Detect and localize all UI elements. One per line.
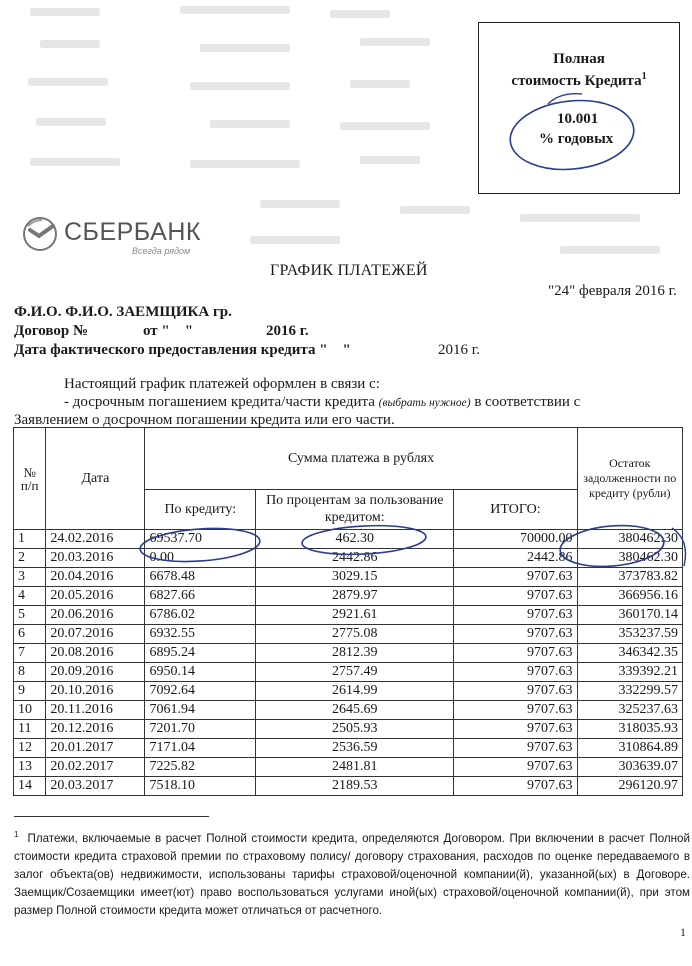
table-row: [14, 606, 683, 625]
row-number: 3: [14, 568, 46, 587]
sberbank-emblem-icon: [22, 216, 58, 252]
table-row: [14, 682, 683, 701]
full-cost-box: [478, 22, 680, 194]
row-date: 20.02.2017: [46, 758, 145, 777]
row-balance: 339392.21: [577, 663, 682, 682]
table-row: [14, 549, 683, 568]
row-number: 7: [14, 644, 46, 663]
row-interest: 2536.59: [256, 739, 454, 758]
row-date: 24.02.2016: [46, 530, 145, 549]
table-row: [14, 739, 683, 758]
table-row: [14, 644, 683, 663]
row-interest: 3029.15: [256, 568, 454, 587]
row-total: 9707.63: [454, 739, 577, 758]
row-balance: 296120.97: [577, 777, 682, 796]
table-row: [14, 663, 683, 682]
footnote-rule: [14, 816, 209, 817]
row-date: 20.03.2017: [46, 777, 145, 796]
document-date: "24" февраля 2016 г.: [548, 283, 677, 299]
row-date: 20.09.2016: [46, 663, 145, 682]
row-interest: 2879.97: [256, 587, 454, 606]
row-balance: 380462.30: [577, 530, 682, 549]
contract-date-label: от " ": [143, 323, 194, 339]
row-interest: 2645.69: [256, 701, 454, 720]
row-credit: 7171.04: [145, 739, 256, 758]
row-interest: 2505.93: [256, 720, 454, 739]
row-interest: 2757.49: [256, 663, 454, 682]
header-number: № п/п: [14, 428, 46, 530]
row-credit: 7201.70: [145, 720, 256, 739]
row-credit: 7225.82: [145, 758, 256, 777]
payment-schedule-table: [13, 427, 683, 796]
row-total: 9707.63: [454, 663, 577, 682]
row-number: 5: [14, 606, 46, 625]
row-credit: 6678.48: [145, 568, 256, 587]
row-credit: 6950.14: [145, 663, 256, 682]
row-date: 20.06.2016: [46, 606, 145, 625]
borrower-name: Ф.И.О. Ф.И.О. ЗАЕМЩИКА гр.: [14, 304, 232, 320]
row-total: 9707.63: [454, 777, 577, 796]
row-balance: 303639.07: [577, 758, 682, 777]
row-number: 4: [14, 587, 46, 606]
intro-line-3: Заявлением о досрочном погашении кредита или его части.: [14, 412, 395, 428]
row-credit: 6786.02: [145, 606, 256, 625]
contract-year: 2016 г.: [266, 323, 309, 339]
row-date: 20.01.2017: [46, 739, 145, 758]
row-total: 9707.63: [454, 701, 577, 720]
intro-line-1: Настоящий график платежей оформлен в связи с:: [64, 376, 380, 392]
logo-slogan: Всегда рядом: [132, 246, 191, 256]
row-credit: 69537.70: [145, 530, 256, 549]
sberbank-logo: [22, 216, 212, 260]
row-date: 20.03.2016: [46, 549, 145, 568]
row-balance: 353237.59: [577, 625, 682, 644]
row-credit: 6932.55: [145, 625, 256, 644]
row-number: 6: [14, 625, 46, 644]
table-row: [14, 777, 683, 796]
full-cost-label-line2: стоимость Кредита$^1$: [511, 71, 647, 89]
row-balance: 360170.14: [577, 606, 682, 625]
row-balance: 380462.30: [577, 549, 682, 568]
row-date: 20.11.2016: [46, 701, 145, 720]
row-date: 20.08.2016: [46, 644, 145, 663]
header-date: Дата: [46, 428, 145, 530]
row-interest: 2812.39: [256, 644, 454, 663]
row-interest: 2921.61: [256, 606, 454, 625]
header-payment-sum: Сумма платежа в рублях: [145, 428, 577, 490]
row-number: 12: [14, 739, 46, 758]
issue-year: 2016 г.: [438, 342, 480, 358]
header-total: ИТОГО:: [454, 490, 577, 530]
page-number: 1: [680, 925, 686, 939]
table-row: [14, 568, 683, 587]
row-balance: 332299.57: [577, 682, 682, 701]
row-number: 1: [14, 530, 46, 549]
row-interest: 462.30: [256, 530, 454, 549]
row-total: 9707.63: [454, 682, 577, 701]
table-row: [14, 758, 683, 777]
row-interest: 2442.86: [256, 549, 454, 568]
header-credit: По кредиту:: [145, 490, 256, 530]
table-row: [14, 530, 683, 549]
row-total: 9707.63: [454, 587, 577, 606]
row-total: 9707.63: [454, 720, 577, 739]
table-row: [14, 701, 683, 720]
full-cost-unit: % годовых: [539, 131, 614, 147]
row-interest: 2481.81: [256, 758, 454, 777]
row-total: 9707.63: [454, 606, 577, 625]
row-date: 20.04.2016: [46, 568, 145, 587]
full-cost-value: 10.001: [557, 111, 599, 127]
row-credit: 6827.66: [145, 587, 256, 606]
row-balance: 310864.89: [577, 739, 682, 758]
row-number: 9: [14, 682, 46, 701]
row-total: 70000.00: [454, 530, 577, 549]
row-interest: 2775.08: [256, 625, 454, 644]
row-balance: 366956.16: [577, 587, 682, 606]
row-total: 9707.63: [454, 568, 577, 587]
row-number: 2: [14, 549, 46, 568]
row-date: 20.05.2016: [46, 587, 145, 606]
row-interest: 2614.99: [256, 682, 454, 701]
row-date: 20.07.2016: [46, 625, 145, 644]
document-title: ГРАФИК ПЛАТЕЖЕЙ: [270, 262, 428, 279]
row-number: 11: [14, 720, 46, 739]
full-cost-label-line1: Полная: [553, 51, 605, 67]
row-date: 20.12.2016: [46, 720, 145, 739]
header-balance: Остаток задолженности по кредиту (рубли): [577, 428, 682, 530]
row-number: 14: [14, 777, 46, 796]
row-credit: 6895.24: [145, 644, 256, 663]
header-interest: По процентам за пользование кредитом:: [256, 490, 454, 530]
row-credit: 7061.94: [145, 701, 256, 720]
row-total: 9707.63: [454, 644, 577, 663]
row-credit: 7518.10: [145, 777, 256, 796]
contract-number-label: Договор №: [14, 323, 89, 339]
table-row: [14, 625, 683, 644]
row-number: 13: [14, 758, 46, 777]
row-number: 8: [14, 663, 46, 682]
row-date: 20.10.2016: [46, 682, 145, 701]
row-number: 10: [14, 701, 46, 720]
logo-name: СБЕРБАНК: [64, 218, 201, 246]
row-balance: 373783.82: [577, 568, 682, 587]
footnote: $^1$ Платежи, включаемые в расчет Полной стоимости кредита, определяются Договором. При включении в расчет Полной стоимости кредита страховой премии по страховому полису/ договору страхования, расходов по оценке передаваемого в залог объекта(ов) недвижимости, использованы тарифы страховой/оценочной компании(й), указанной(ых) в Договоре. Заемщик/Созаемщики имеет(ют) право воспользоваться услугами иной(ых) страховой/оценочной компании(й), при этом размер Полной стоимости кредита может отличаться от расчетного.: [14, 830, 690, 917]
table-row: [14, 587, 683, 606]
table-row: [14, 720, 683, 739]
row-balance: 318035.93: [577, 720, 682, 739]
row-interest: 2189.53: [256, 777, 454, 796]
row-balance: 346342.35: [577, 644, 682, 663]
row-total: 2442.86: [454, 549, 577, 568]
row-total: 9707.63: [454, 758, 577, 777]
issue-date-label: Дата фактического предоставления кредита " ": [14, 342, 351, 358]
intro-line-2: - досрочным погашением кредита/части кредита (выбрать нужное) в соответствии с: [64, 394, 581, 410]
row-credit: 7092.64: [145, 682, 256, 701]
row-credit: 0.00: [145, 549, 256, 568]
row-balance: 325237.63: [577, 701, 682, 720]
row-total: 9707.63: [454, 625, 577, 644]
